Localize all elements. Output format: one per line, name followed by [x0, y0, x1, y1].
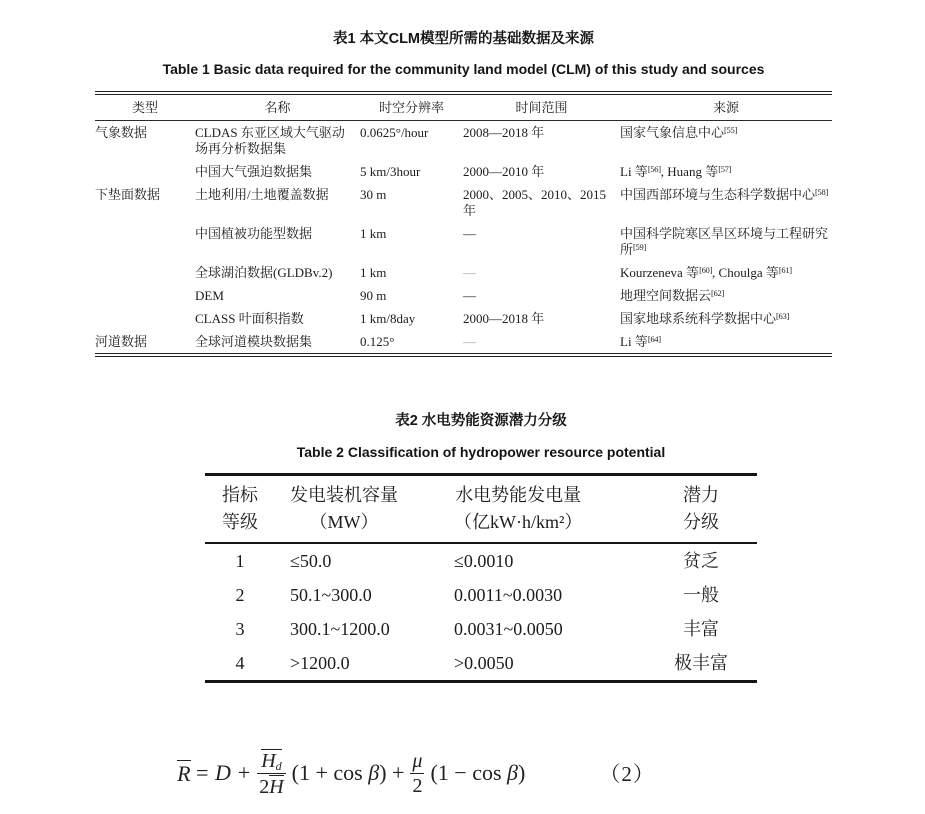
- table2-caption-zh: 表2 水电势能资源潜力分级: [395, 413, 567, 429]
- resolution-cell: 90 m: [360, 287, 387, 303]
- potential-cell: 贫乏: [683, 550, 719, 571]
- table-row: [205, 612, 757, 646]
- table1: [95, 91, 832, 357]
- equation-2: [95, 741, 735, 805]
- name-cell: CLASS 叶面积指数: [195, 310, 304, 326]
- generation-cell: 0.0031~0.0050: [454, 618, 563, 639]
- reference-superscript: [56]: [647, 163, 661, 174]
- table-row: [95, 222, 832, 261]
- table1-header-row: [95, 93, 832, 121]
- table-row: [205, 578, 757, 612]
- name-cell: 土地利用/土地覆盖数据: [195, 186, 329, 202]
- table2-caption-en: Table 2 Classification of hydropower resource potential: [296, 444, 666, 460]
- term-one-minus-cos-beta: (1 − cos β): [430, 760, 526, 785]
- table-row: [95, 160, 832, 183]
- table-row: [205, 646, 757, 682]
- table-row: [95, 284, 832, 307]
- table2-header-generation: 水电势能发电量 （亿kW·h/km²）: [438, 475, 645, 544]
- table1-header-range: 时间范围: [463, 93, 620, 121]
- table-row: [205, 543, 757, 578]
- generation-cell: >0.0050: [454, 652, 514, 673]
- table1-section: [95, 31, 832, 357]
- table2: [205, 473, 757, 683]
- reference-superscript: [60]: [699, 264, 713, 275]
- source-cell: 国家地球系统科学数据中心[63]: [620, 310, 789, 326]
- range-cell: —: [463, 264, 476, 280]
- potential-cell: 一般: [683, 584, 719, 605]
- type-cell: 下垫面数据: [95, 186, 161, 202]
- source-cell: 中国西部环境与生态科学数据中心[58]: [620, 186, 828, 202]
- table1-header-type: 类型: [95, 93, 195, 121]
- table2-section: [205, 413, 757, 683]
- name-cell: 全球河道模块数据集: [195, 333, 313, 349]
- source-cell: Li 等[64]: [620, 333, 661, 349]
- type-cell: 气象数据: [95, 124, 148, 140]
- resolution-cell: 0.125°: [360, 333, 395, 349]
- capacity-cell: >1200.0: [290, 652, 350, 673]
- range-cell: 2000—2018 年: [463, 310, 545, 326]
- reference-superscript: [57]: [718, 163, 732, 174]
- reference-superscript: [59]: [633, 241, 646, 252]
- resolution-cell: 1 km: [360, 264, 387, 280]
- equation-number: （2）: [599, 762, 655, 786]
- range-cell: 2000—2010 年: [463, 163, 545, 179]
- capacity-cell: 50.1~300.0: [290, 584, 372, 605]
- fraction-mu-over-2: $\frac{\mu}{2}$: [412, 749, 423, 797]
- source-cell: Li 等[56], Huang 等[57]: [620, 163, 732, 179]
- table1-header-resolution: 时空分辨率: [360, 93, 463, 121]
- table1-caption-zh: 表1 本文CLM模型所需的基础数据及来源: [333, 31, 594, 47]
- potential-cell: 丰富: [683, 618, 719, 639]
- name-cell: 中国植被功能型数据: [195, 225, 313, 241]
- reference-superscript: [63]: [776, 310, 789, 321]
- table1-header-source: 来源: [620, 93, 832, 121]
- source-cell: Kourzeneva 等[60], Choulga 等[61]: [620, 264, 792, 280]
- term-one-plus-cos-beta: (1 + cos β) +: [291, 760, 405, 785]
- table-row: [95, 183, 832, 222]
- range-cell: —: [463, 225, 476, 241]
- name-cell: 全球湖泊数据(GLDBv.2): [195, 264, 333, 280]
- table2-header-potential: 潜力 分级: [645, 475, 757, 544]
- reference-superscript: [55]: [724, 124, 737, 135]
- source-cell: 地理空间数据云[62]: [620, 287, 724, 303]
- resolution-cell: 30 m: [360, 186, 387, 202]
- table-row: [95, 121, 832, 161]
- table2-header-grade: 指标 等级: [205, 475, 275, 544]
- range-cell: 2008—2018 年: [463, 124, 545, 140]
- grade-cell: 1: [235, 550, 245, 571]
- name-cell: 中国大气强迫数据集: [195, 163, 313, 179]
- capacity-cell: ≤50.0: [290, 550, 332, 571]
- generation-cell: 0.0011~0.0030: [454, 584, 563, 605]
- table1-header-name: 名称: [195, 93, 360, 121]
- table2-header-row: [205, 475, 757, 544]
- table1-caption-en: Table 1 Basic data required for the community land model (CLM) of this study and sources: [162, 61, 765, 77]
- potential-cell: 极丰富: [674, 652, 728, 673]
- range-cell: —: [463, 333, 476, 349]
- table-row: [95, 307, 832, 330]
- reference-superscript: [58]: [815, 186, 828, 197]
- type-cell: 河道数据: [95, 333, 148, 349]
- reference-superscript: [62]: [711, 287, 724, 298]
- grade-cell: 4: [235, 652, 245, 673]
- name-cell: CLDAS 东亚区域大气驱动场再分析数据集: [195, 124, 345, 156]
- resolution-cell: 1 km/8day: [360, 310, 416, 326]
- source-cell: 中国科学院寒区旱区环境与工程研究所[59]: [620, 225, 829, 257]
- source-cell: 国家气象信息中心[55]: [620, 124, 737, 140]
- table2-body: [205, 543, 757, 682]
- grade-cell: 2: [235, 584, 245, 605]
- table-row: [95, 330, 832, 355]
- reference-superscript: [61]: [778, 264, 792, 275]
- name-cell: DEM: [195, 287, 224, 303]
- equals-D-plus: = D +: [194, 760, 252, 785]
- capacity-cell: 300.1~1200.0: [290, 618, 390, 639]
- reference-superscript: [64]: [647, 333, 661, 344]
- table-row: [95, 261, 832, 284]
- resolution-cell: 5 km/3hour: [360, 163, 421, 179]
- fraction-Hd-over-2H: $\frac{H_d}{2H}$: [259, 749, 284, 798]
- range-cell: 2000、2005、2010、2015 年: [463, 186, 607, 218]
- generation-cell: ≤0.0010: [454, 550, 514, 571]
- range-cell: —: [463, 287, 476, 303]
- R-bar: R: [177, 760, 191, 786]
- resolution-cell: 0.0625°/hour: [360, 124, 429, 140]
- resolution-cell: 1 km: [360, 225, 387, 241]
- grade-cell: 3: [235, 618, 245, 639]
- table1-body: [95, 121, 832, 356]
- table2-header-capacity: 发电装机容量 （MW）: [275, 475, 438, 544]
